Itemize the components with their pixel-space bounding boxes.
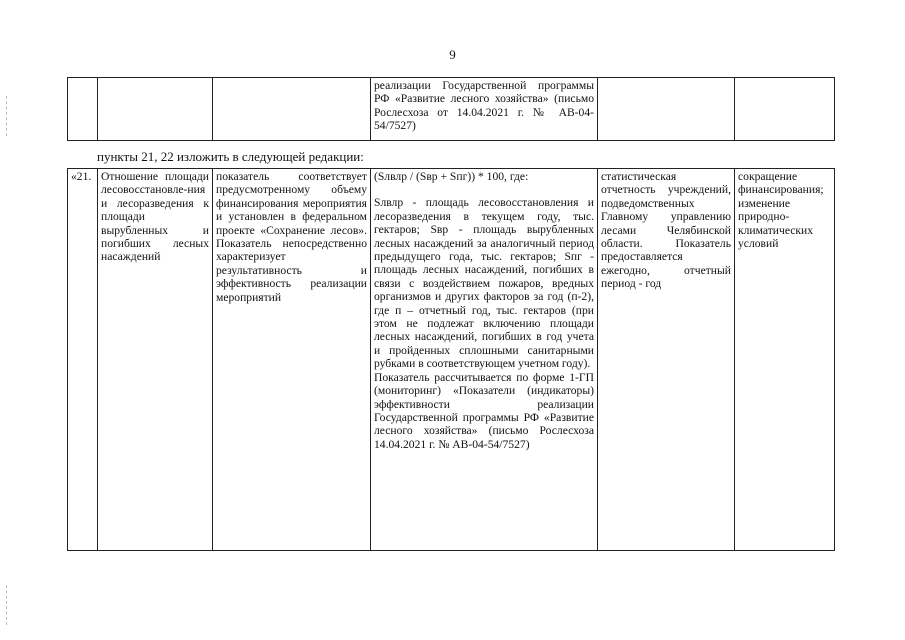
cell-methodology: реализации Государственной программы РФ «Развитие лесного хозяйства» (письмо Рослесхоза от 14.04.2021 г. № АВ-04-54/7527) [371, 78, 598, 141]
cell-indicator: Отношение площади лесовосстановле-ния и лесоразведения к площади вырубленных и погибших лесных насаждений [98, 169, 213, 551]
formula-definitions: Sлвлр - площадь лесовосстановления и лесоразведения в текущем году, тыс. гектаров; Sвр - площадь вырубленных лесных насаждений за аналогичный период предыдущего года, тыс. гектаров; Sпг - площадь лесных насаждений, погибших в связи с воздействием пожаров, вредных организмов и других факторов за год (п-2), где п – отчетный год, тыс. гектаров (при этом не подлежат включению площади лесных насаждений, погибших в год учета и пройденных сплошными санитарными рубками в соответствующем учетном году). [374, 196, 594, 371]
scan-margin-line [6, 96, 7, 136]
cell-description [213, 78, 371, 141]
table-row [68, 78, 835, 141]
table-continuation [67, 77, 835, 141]
cell-source [598, 78, 735, 141]
amendment-instruction: пункты 21, 22 изложить в следующей редакции: [97, 149, 364, 164]
cell-risks: сокращение финансирования; изменение природно-климатических условий [735, 169, 835, 551]
table-row-21 [67, 168, 835, 551]
formula: (Sлвлр / (Sвр + Sпг)) * 100, где: [374, 170, 529, 183]
calculation-form: Показатель рассчитывается по форме 1-ГП (мониторинг) «Показатели (индикаторы) эффективности реализации Государственной программы РФ «Развитие лесного хозяйства» (письмо Рослесхоза 14.04.2021 г. № АВ-04-54/7527) [374, 370, 594, 451]
page-number: 9 [449, 47, 456, 62]
table-row [68, 169, 835, 551]
cell-num [68, 78, 98, 141]
cell-description: показатель соответствует предусмотренному объему финансирования мероприятия и установлен в федеральном проекте «Сохранение лесов». Показатель непосредственно характеризует результативность и эффективность реализации мероприятий [213, 169, 371, 551]
cell-risks [735, 78, 835, 141]
cell-num: «21. [68, 169, 98, 551]
cell-methodology [371, 169, 598, 551]
scan-margin-line [6, 585, 7, 625]
cell-indicator [98, 78, 213, 141]
cell-source: статистическая отчетность учреждений, подведомственных Главному управлению лесами Челябинской области. Показатель предоставляется ежегодно, отчетный период - год [598, 169, 735, 551]
